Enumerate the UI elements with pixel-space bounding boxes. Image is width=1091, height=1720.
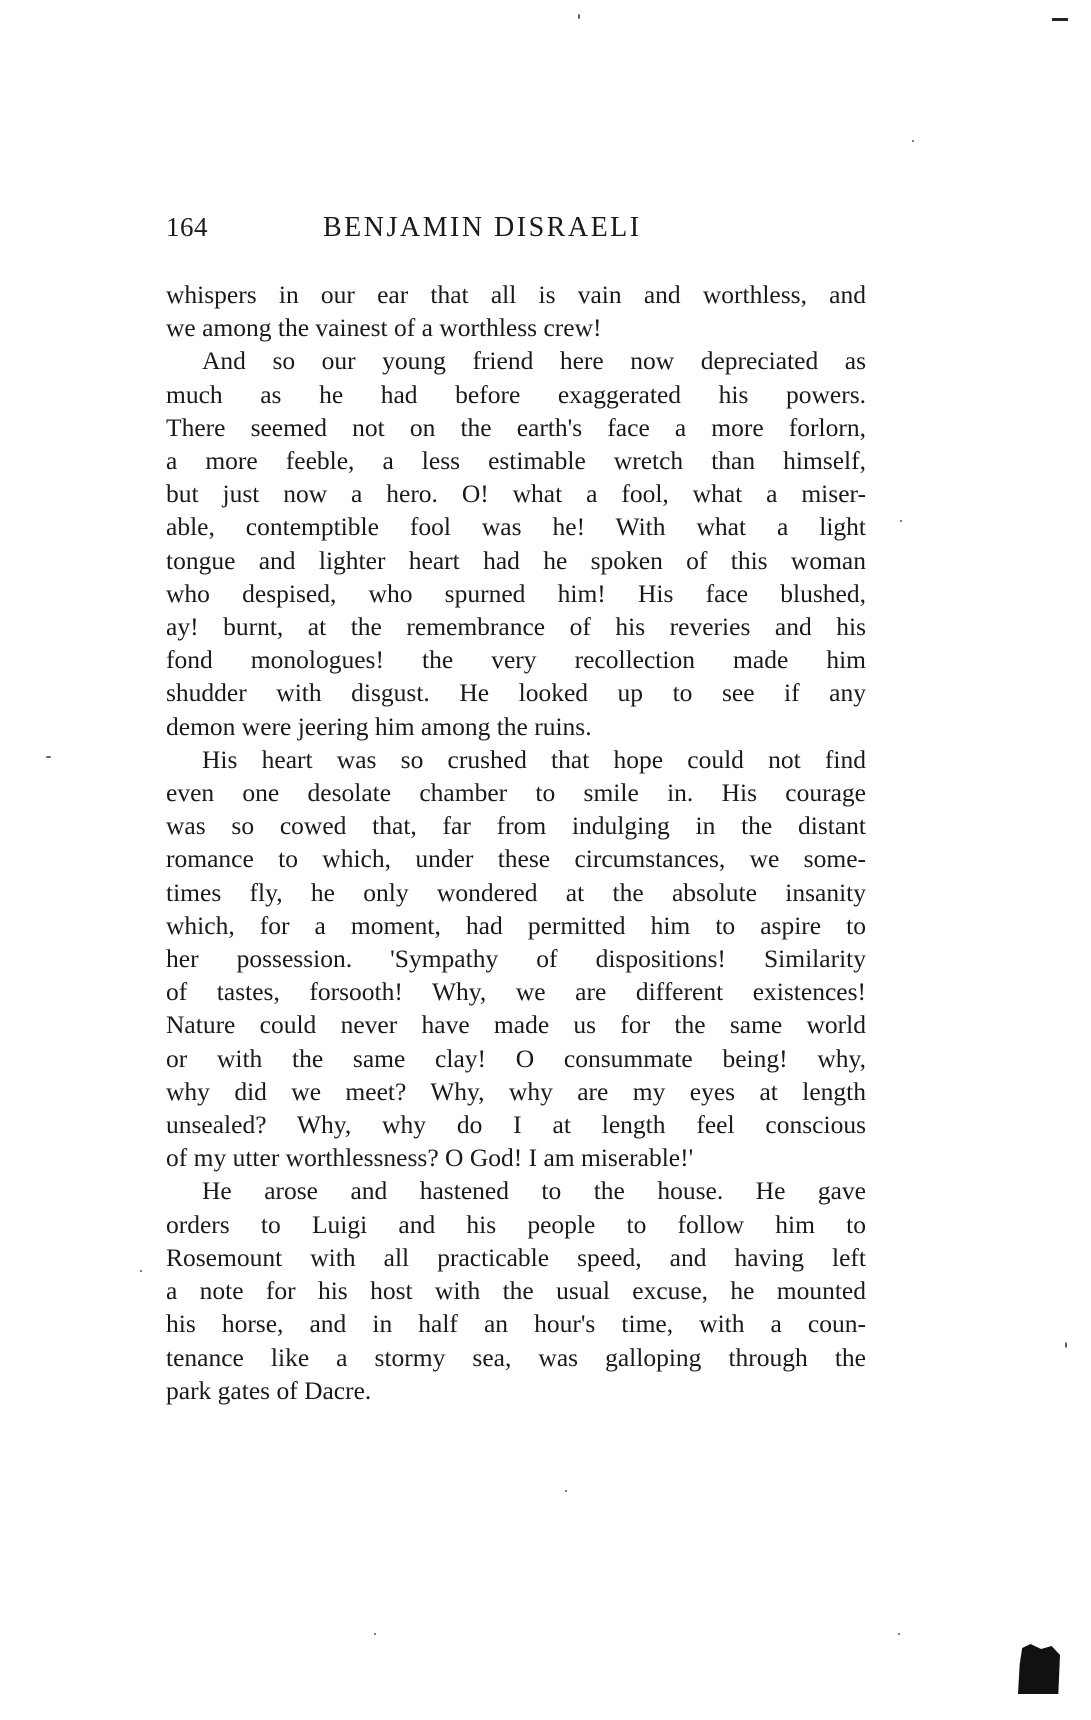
text-line: park gates of Dacre. (166, 1375, 372, 1405)
text-line: There seemed not on the earth's face a more forlorn, (166, 412, 866, 442)
text-line: a note for his host with the usual excuse, he mounted (166, 1276, 866, 1306)
scan-speck (898, 1633, 900, 1635)
text-line: much as he had before exaggerated his powers. (166, 379, 866, 409)
body-text (166, 278, 866, 1407)
text-line: shudder with disgust. He looked up to see if any (166, 678, 866, 708)
scan-speck (578, 14, 580, 19)
scan-speck (140, 1270, 142, 1272)
text-line: Nature could never have made us for the same world (166, 1010, 866, 1040)
text-line: which, for a moment, had permitted him to aspire to (166, 910, 866, 940)
page-number: 164 (166, 212, 208, 242)
scan-speck (374, 1633, 376, 1635)
text-line: a more feeble, a less estimable wretch than himself, (166, 446, 866, 476)
paragraph-2 (166, 344, 866, 742)
text-line: her possession. 'Sympathy of dispositions! Similarity (166, 944, 866, 974)
text-line: of tastes, forsooth! Why, we are different existences! (166, 977, 866, 1007)
text-line: was so cowed that, far from indulging in the distant (166, 811, 866, 841)
text-line: even one desolate chamber to smile in. His courage (166, 778, 866, 808)
scan-edge-mark (1052, 18, 1068, 21)
paragraph-4 (166, 1174, 866, 1406)
running-head (166, 212, 726, 260)
text-line: who despised, who spurned him! His face blushed, (166, 578, 866, 608)
text-line: of my utter worthlessness? O God! I am miserable!' (166, 1143, 694, 1173)
text-line: romance to which, under these circumstances, we some- (166, 844, 866, 874)
text-line: or with the same clay! O consummate being! why, (166, 1043, 866, 1073)
text-line: Rosemount with all practicable speed, and having left (166, 1242, 866, 1272)
text-line: able, contemptible fool was he! With what a light (166, 512, 866, 542)
scan-speck (565, 1490, 567, 1492)
scan-speck (900, 520, 902, 522)
text-line: He arose and hastened to the house. He gave (202, 1176, 866, 1206)
text-line: why did we meet? Why, why are my eyes at length (166, 1076, 866, 1106)
scan-speck (46, 756, 51, 758)
running-title: BENJAMIN DISRAELI (323, 212, 642, 243)
text-line: And so our young friend here now depreciated as (202, 346, 866, 376)
paragraph-3 (166, 743, 866, 1175)
text-line: his horse, and in half an hour's time, with a coun- (166, 1309, 866, 1339)
text-line: unsealed? Why, why do I at length feel conscious (166, 1110, 866, 1140)
text-line: ay! burnt, at the remembrance of his reveries and his (166, 612, 866, 642)
paragraph-1 (166, 278, 866, 344)
text-line: fond monologues! the very recollection made him (166, 645, 866, 675)
text-line: times fly, he only wondered at the absolute insanity (166, 877, 866, 907)
text-line: tenance like a stormy sea, was galloping through the (166, 1342, 866, 1372)
scan-corner-mark (1018, 1644, 1060, 1694)
scan-speck (1065, 1342, 1067, 1348)
scan-speck (912, 140, 914, 142)
text-line: whispers in our ear that all is vain and worthless, and (166, 280, 866, 309)
text-line: orders to Luigi and his people to follow him to (166, 1209, 866, 1239)
text-line: demon were jeering him among the ruins. (166, 711, 592, 741)
text-line: His heart was so crushed that hope could not find (202, 744, 866, 774)
text-line: tongue and lighter heart had he spoken of this woman (166, 545, 866, 575)
text-line: we among the vainest of a worthless crew! (166, 313, 602, 343)
text-line: but just now a hero. O! what a fool, what a miser- (166, 479, 866, 509)
